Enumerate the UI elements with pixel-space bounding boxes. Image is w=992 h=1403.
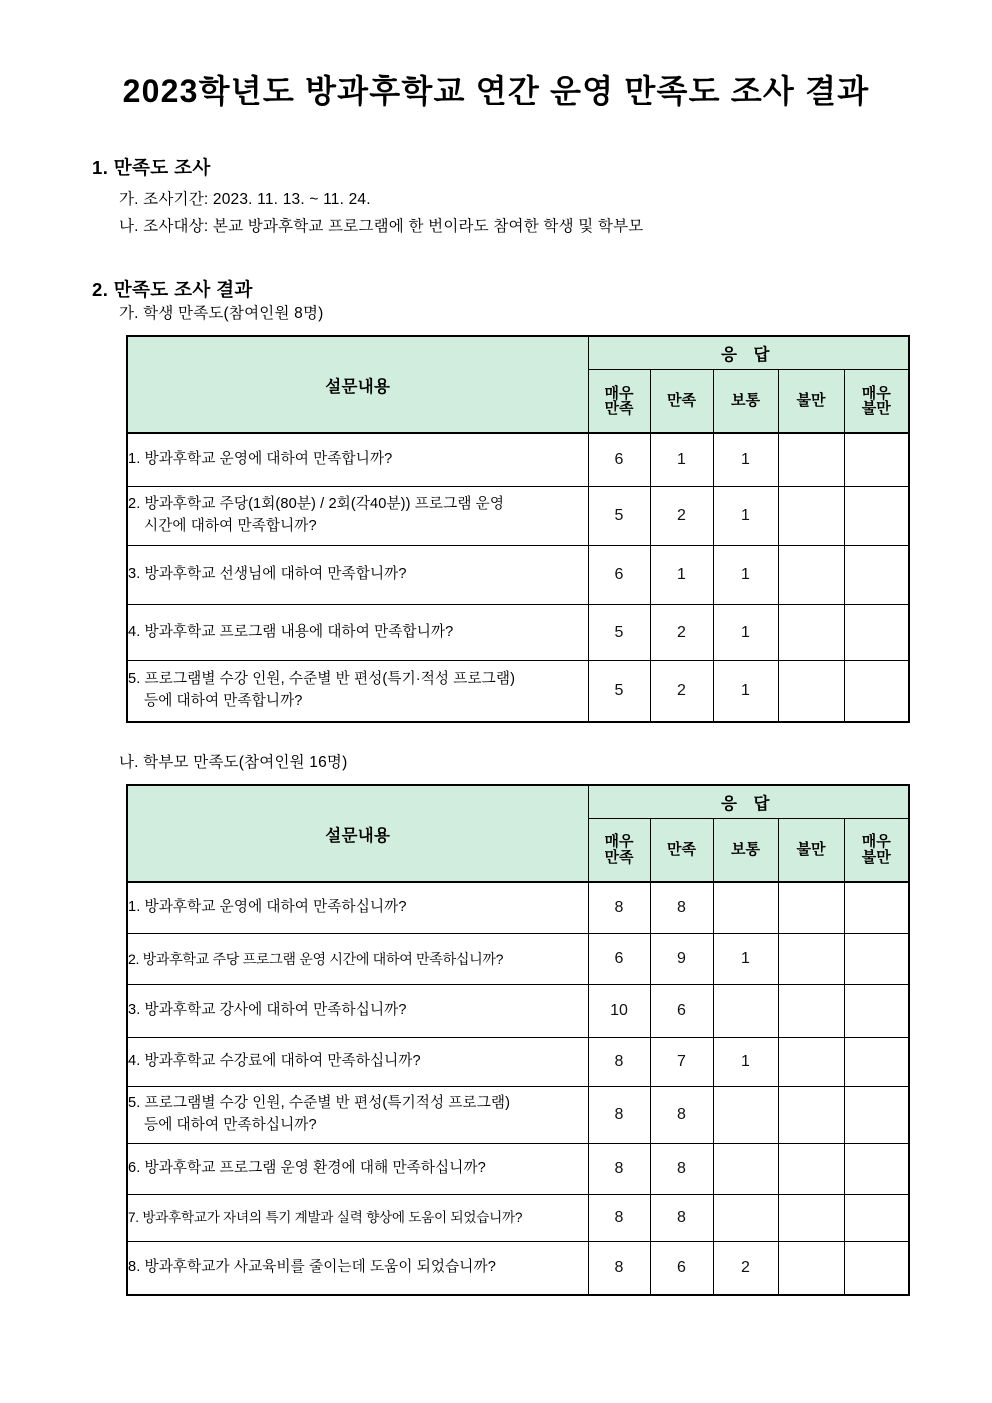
table-header-row-top [127,336,909,370]
value-cell-very-satisfied: 5 [588,661,650,723]
value-cell-very-dissatisfied [844,1195,909,1242]
value-cell-satisfied: 2 [650,661,713,723]
value-cell-dissatisfied [778,934,844,985]
question-text-line1: 5. 프로그램별 수강 인원, 수준별 반 편성(특기·적성 프로그램) [128,671,516,688]
question-text-line1: 2. 방과후학교 주당(1회(80분) / 2회(각40분)) 프로그램 운영 [128,496,505,513]
question-cell [127,1144,588,1195]
value-cell-satisfied: 1 [650,433,713,487]
question-cell [127,487,588,546]
value-cell-dissatisfied [778,546,844,605]
header-option-dissatisfied [778,819,844,883]
student-satisfaction-table [126,335,910,723]
value-cell-very-satisfied: 6 [588,934,650,985]
table-header-row-top [127,785,909,819]
question-text-line2: 등에 대하여 만족합니까? [144,693,303,710]
question-text-line1: 8. 방과후학교가 사교육비를 줄이는데 도움이 되었습니까? [128,1259,496,1276]
value-cell-very-satisfied: 5 [588,605,650,661]
value-cell-average: 2 [713,1242,778,1296]
header-option-line1: 매우 [604,833,634,851]
header-option-very-dissatisfied [844,819,909,883]
header-response-group: 응 답 [588,336,909,370]
value-cell-average [713,985,778,1038]
header-option-line1: 매우 [861,833,891,851]
question-text-line1: 4. 방과후학교 수강료에 대하여 만족하십니까? [128,1053,421,1070]
value-cell-very-satisfied: 8 [588,882,650,934]
table-row [127,1038,909,1087]
section-parent-results [92,751,992,776]
value-cell-average [713,1087,778,1144]
table-row [127,1087,909,1144]
table-row [127,546,909,605]
header-option-line2: 불만 [861,400,891,418]
table-row [127,433,909,487]
table-row [127,985,909,1038]
header-option-line1: 매우 [861,384,891,402]
value-cell-very-dissatisfied [844,1038,909,1087]
question-text-line1: 6. 방과후학교 프로그램 운영 환경에 대해 만족하십니까? [128,1160,486,1177]
table-row [127,882,909,934]
question-cell [127,1038,588,1087]
value-cell-satisfied: 8 [650,1087,713,1144]
section-1-heading: 1. 만족도 조사 [92,157,211,179]
section-2-heading: 2. 만족도 조사 결과 [92,278,253,300]
header-option-very-dissatisfied [844,370,909,434]
value-cell-dissatisfied [778,1242,844,1296]
question-cell [127,934,588,985]
section-satisfaction-survey [92,155,992,240]
table-row [127,1242,909,1296]
parent-satisfaction-table [126,784,910,1296]
table-1-caption: 가. 학생 만족도(참여인원 8명) [119,305,324,323]
value-cell-average [713,882,778,934]
value-cell-very-dissatisfied [844,985,909,1038]
header-option-line1: 만족 [667,392,696,410]
header-option-line2: 불만 [861,849,891,867]
table-2-caption: 나. 학부모 만족도(참여인원 16명) [119,754,348,772]
value-cell-dissatisfied [778,985,844,1038]
question-cell [127,661,588,723]
value-cell-very-satisfied: 8 [588,1144,650,1195]
value-cell-dissatisfied [778,1144,844,1195]
table-row [127,1144,909,1195]
header-option-line1: 보통 [731,841,760,859]
table-row [127,487,909,546]
value-cell-very-satisfied: 8 [588,1087,650,1144]
value-cell-very-dissatisfied [844,433,909,487]
value-cell-satisfied: 6 [650,985,713,1038]
value-cell-dissatisfied [778,1038,844,1087]
value-cell-very-dissatisfied [844,661,909,723]
table-row [127,661,909,723]
value-cell-dissatisfied [778,433,844,487]
value-cell-dissatisfied [778,882,844,934]
value-cell-very-dissatisfied [844,546,909,605]
value-cell-average: 1 [713,605,778,661]
question-text-line2: 시간에 대하여 만족합니까? [144,518,317,535]
value-cell-very-dissatisfied [844,1087,909,1144]
value-cell-satisfied: 8 [650,882,713,934]
survey-period-line: 가. 조사기간: 2023. 11. 13. ~ 11. 24. [119,191,371,209]
value-cell-dissatisfied [778,487,844,546]
table-spacer [0,723,992,751]
header-option-satisfied [650,819,713,883]
value-cell-very-dissatisfied [844,605,909,661]
header-response-group: 응 답 [588,785,909,819]
value-cell-dissatisfied [778,605,844,661]
value-cell-very-satisfied: 8 [588,1242,650,1296]
question-text-line1: 3. 방과후학교 선생님에 대하여 만족합니까? [128,566,407,583]
value-cell-average: 1 [713,1038,778,1087]
value-cell-satisfied: 7 [650,1038,713,1087]
table-row [127,934,909,985]
header-option-very-satisfied [588,370,650,434]
value-cell-very-dissatisfied [844,1242,909,1296]
value-cell-average [713,1144,778,1195]
value-cell-dissatisfied [778,1087,844,1144]
value-cell-satisfied: 6 [650,1242,713,1296]
header-option-line2: 만족 [604,400,634,418]
value-cell-dissatisfied [778,661,844,723]
value-cell-dissatisfied [778,1195,844,1242]
header-option-line1: 불만 [796,392,826,410]
value-cell-satisfied: 9 [650,934,713,985]
value-cell-very-dissatisfied [844,1144,909,1195]
value-cell-satisfied: 8 [650,1144,713,1195]
header-option-very-satisfied [588,819,650,883]
question-cell [127,1195,588,1242]
header-option-line1: 만족 [667,841,696,859]
question-text-line1: 5. 프로그램별 수강 인원, 수준별 반 편성(특기적성 프로그램) [128,1095,511,1112]
question-cell [127,882,588,934]
question-text-line1: 3. 방과후학교 강사에 대하여 만족하십니까? [128,1002,407,1019]
value-cell-satisfied: 2 [650,487,713,546]
value-cell-very-satisfied: 8 [588,1038,650,1087]
value-cell-average: 1 [713,934,778,985]
value-cell-very-satisfied: 10 [588,985,650,1038]
header-question-column: 설문내용 [127,336,588,433]
header-option-line1: 보통 [731,392,760,410]
question-cell [127,1242,588,1296]
question-cell [127,546,588,605]
value-cell-very-satisfied: 6 [588,546,650,605]
question-cell [127,985,588,1038]
header-question-column: 설문내용 [127,785,588,882]
header-option-average [713,370,778,434]
question-cell [127,605,588,661]
value-cell-satisfied: 2 [650,605,713,661]
value-cell-average: 1 [713,546,778,605]
question-cell [127,1087,588,1144]
value-cell-very-satisfied: 6 [588,433,650,487]
value-cell-very-dissatisfied [844,882,909,934]
section-survey-results [92,277,992,328]
header-option-dissatisfied [778,370,844,434]
survey-target-line: 나. 조사대상: 본교 방과후학교 프로그램에 한 번이라도 참여한 학생 및 학부모 [119,217,644,235]
header-option-line2: 만족 [604,849,634,867]
value-cell-satisfied: 8 [650,1195,713,1242]
header-option-satisfied [650,370,713,434]
value-cell-very-dissatisfied [844,934,909,985]
question-text-line1: 2. 방과후학교 주당 프로그램 운영 시간에 대하여 만족하십니까? [128,950,504,967]
value-cell-average: 1 [713,487,778,546]
parent-satisfaction-table-wrap [126,784,992,1296]
table-row [127,1195,909,1242]
header-option-average [713,819,778,883]
header-option-line1: 매우 [604,384,634,402]
value-cell-very-satisfied: 5 [588,487,650,546]
question-text-line1: 7. 방과후학교가 자녀의 특기 계발과 실력 향상에 도움이 되었습니까? [128,1209,523,1225]
value-cell-average [713,1195,778,1242]
value-cell-very-satisfied: 8 [588,1195,650,1242]
value-cell-satisfied: 1 [650,546,713,605]
page-title: 2023학년도 방과후학교 연간 운영 만족도 조사 결과 [122,73,870,109]
question-text-line2: 등에 대하여 만족하십니까? [144,1117,317,1134]
question-text-line1: 1. 방과후학교 운영에 대하여 만족합니까? [128,451,393,468]
question-text-line1: 1. 방과후학교 운영에 대하여 만족하십니까? [128,899,407,916]
question-cell [127,433,588,487]
value-cell-average: 1 [713,661,778,723]
header-option-line1: 불만 [796,841,826,859]
question-text-line1: 4. 방과후학교 프로그램 내용에 대하여 만족합니까? [128,623,454,640]
value-cell-very-dissatisfied [844,487,909,546]
table-row [127,605,909,661]
value-cell-average: 1 [713,433,778,487]
student-satisfaction-table-wrap [126,335,992,723]
